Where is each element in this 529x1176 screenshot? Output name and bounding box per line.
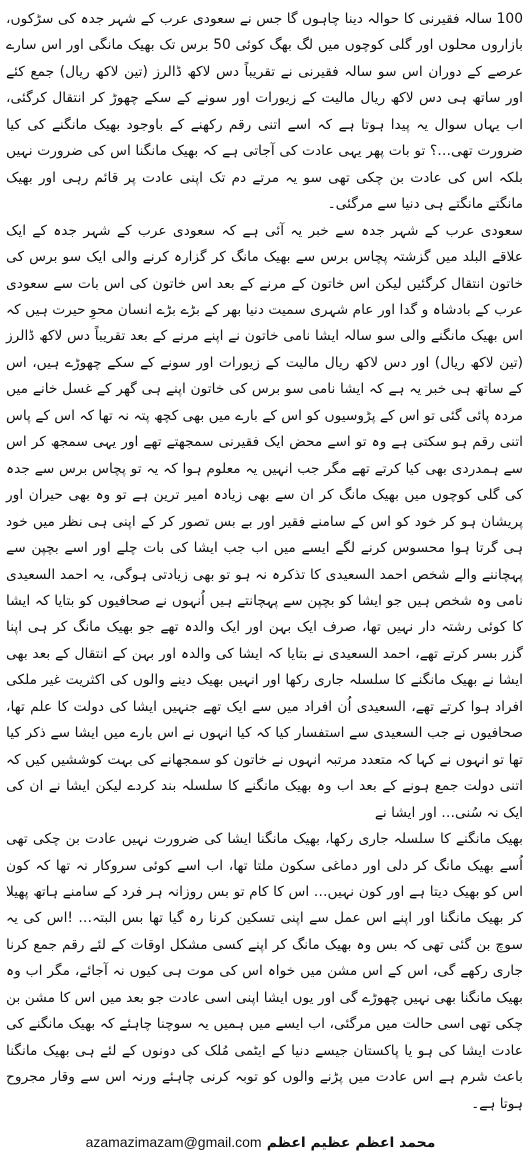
article-footer [0,1132,529,1162]
author-name: محمد اعظم عظیم اعظم [266,1135,436,1151]
article-paragraph-1: 100 سالہ فقیرنی کا حوالہ دینا چاہوں گا جس نے سعودی عرب کے شہر جدہ کی سڑکوں، بازاروں محلوں اور گلی کوچوں میں لگ بھگ کوئی 50 برس تک بھیک مانگی اور اس سارے عرصے کے دوران اس سو سالہ فقیرنی نے تقریباً دس لاکھ ڈالرز (تین لاکھ ریال) جمع کئے اور ساتھ ہی دس لاکھ ریال مالیت کے زیورات اور سونے کے سکے چھوڑ کر انتقال کرگئی، اب یہاں سوال یہ پیدا ہوتا ہے کہ اسے اتنی رقم رکھنے کے باوجود بھیک مانگنے کی کیا ضرورت تھی…؟ تو بات پھر یہی عادت کی آجاتی ہے کہ بھیک مانگنا اس کی ضرورت نہیں بلکہ اس کی عادت بن چکی تھی سو یہ مرتے دم تک اپنی عادت پر قائم رہی اور بھیک مانگتے مانگتے ہی دنیا سے مرگئی۔ [6,11,523,213]
article-paragraph-3: بھیک مانگنے کا سلسلہ جاری رکھا، بھیک مانگنا ایشا کی ضرورت نہیں عادت بن چکی تھی اُسے بھیک مانگ کر دلی اور دماغی سکون ملتا تھا، اب اسے کوئی سروکار نہ تھا کہ کون اس کو بھیک دیتا ہے اور کون نہیں… اس کا کام تو بس روزانہ ہر فرد کے سامنے ہاتھ پھیلا کر بھیک مانگنا اور اپنے اس عمل سے اپنی تسکین کرنا رہ گیا تھا بس البتہ… !اس کی یہ سوچ بن گئی تھی کہ بس وہ بھیک مانگ کر اپنے کسی مشکل اوقات کے لئے رقم جمع کرنا جاری رکھے گی، اس کے اس مشن میں خواہ اس کی موت ہی کیوں نہ آجائے، مگر اب وہ بھیک مانگنا بھی نہیں چھوڑے گی اور یوں ایشا اپنی اسی عادت جو بعد میں اس کا مشن بن چکی تھی اسی حالت میں مرگئی، اب ایسے میں ہمیں یہ سوچنا چاہئے کہ بھیک مانگنے کی عادت ایشا کی ہو یا پاکستان جیسے دنیا کے ایٹمی مُلک کی دونوں کے لئے ہی بھیک مانگنا باعث شرم ہے اس عادت میں پڑنے والوں کو توبہ کرنی چاہئے ورنہ اس سے وقار مجروح ہوتا ہے۔ [6,831,523,1112]
author-email: azamazimazam@gmail.com [85,1134,262,1150]
article-body [6,6,523,1117]
article-paragraph-2: سعودی عرب کے شہر جدہ سے خبر یہ آئی ہے کہ سعودی عرب کے شہر جدہ کے ایک علاقے البلد میں گزشتہ پچاس برس سے بھیک مانگ کر گزارہ کرنے والی ایک سو برس کی خاتون انتقال کرگئیں لیکن اس خاتون کے مرنے کے بعد اس خاتون کی اس بات سے سعودی عرب کے بادشاہ و گدا اور عام شہری سمیت دنیا بھر کے بڑے بڑے انسان محوِ حیرت ہیں کہ اس بھیک مانگنے والی سو سالہ ایشا نامی خاتون نے اپنے مرنے کے بعد تقریباً دس لاکھ ڈالرز (تین لاکھ ریال) اور دس لاکھ ریال مالیت کے زیورات اور سونے کے سکے چھوڑے ہیں، اس کے ساتھ ہی خبر یہ ہے کہ ایشا نامی سو برس کی خاتون اپنے ہی گھر کے غسل خانے میں مردہ پائی گئی تو اس کے پڑوسیوں کو اس کے بارے میں بھی کچھ پتہ نہ تھا کہ اس کے پاس اتنی رقم ہو سکتی ہے وہ تو اسے محض ایک فقیرنی سمجھتے تھے اور یہی سمجھ کر اس سے ہمدردی بھی کیا کرتے تھے مگر جب انہیں یہ معلوم ہوا کہ یہ تو پچاس برس سے جدہ کی گلی کوچوں میں بھیک مانگ کر ان سے بھی زیادہ امیر ترین ہے تو وہ بھی حیران اور پریشان ہو کر خود کو اس کے سامنے فقیر اور بے بس تصور کر کے اپنی ہی نظر میں خود ہی گرتا ہوا محسوس کرنے لگے ایسے میں اب جب ایشا کی بات چلے اور اسے بچپن سے پہچاننے والے شخص احمد السعیدی کا تذکرہ نہ ہو تو بھی زیادتی ہوگی، یہ احمد السعیدی نامی وہ شخص ہیں جو ایشا کو بچپن سے پہچانتے ہیں اُنہوں نے صحافیوں کو بتایا کہ ایشا کا کوئی رشتہ دار نہیں تھا، صرف ایک بہن اور ایک والدہ تھے جو بھیک مانگ کر ہی اپنا گزر بسر کرتے تھے، احمد السعیدی نے بتایا کہ ایشا کی والدہ اور بہن کے انتقال کے بعد بھی ایشا نے بھیک مانگنے کا سلسلہ جاری رکھا اور انہیں بھیک دینے والوں کی اکثریت غیر ملکی افراد ہوا کرتے تھے، السعیدی اُن افراد میں سے ایک تھے جنہیں ایشا کی دولت کا علم تھا، صحافیوں نے جب السعیدی سے استفسار کیا کہ کیا انہوں نے اس بارے میں ایشا سے ذکر کیا تھا تو انہوں نے کہا کہ متعدد مرتبہ انہوں نے خاتون کو سمجھانے کی بہت کوششیں کیں کہ اتنی دولت جمع ہونے کے بعد اب وہ بھیک مانگنے کا سلسلہ بند کردے لیکن ایشا نے ان کی ایک نہ سُنی… اور ایشا نے [6,222,523,821]
